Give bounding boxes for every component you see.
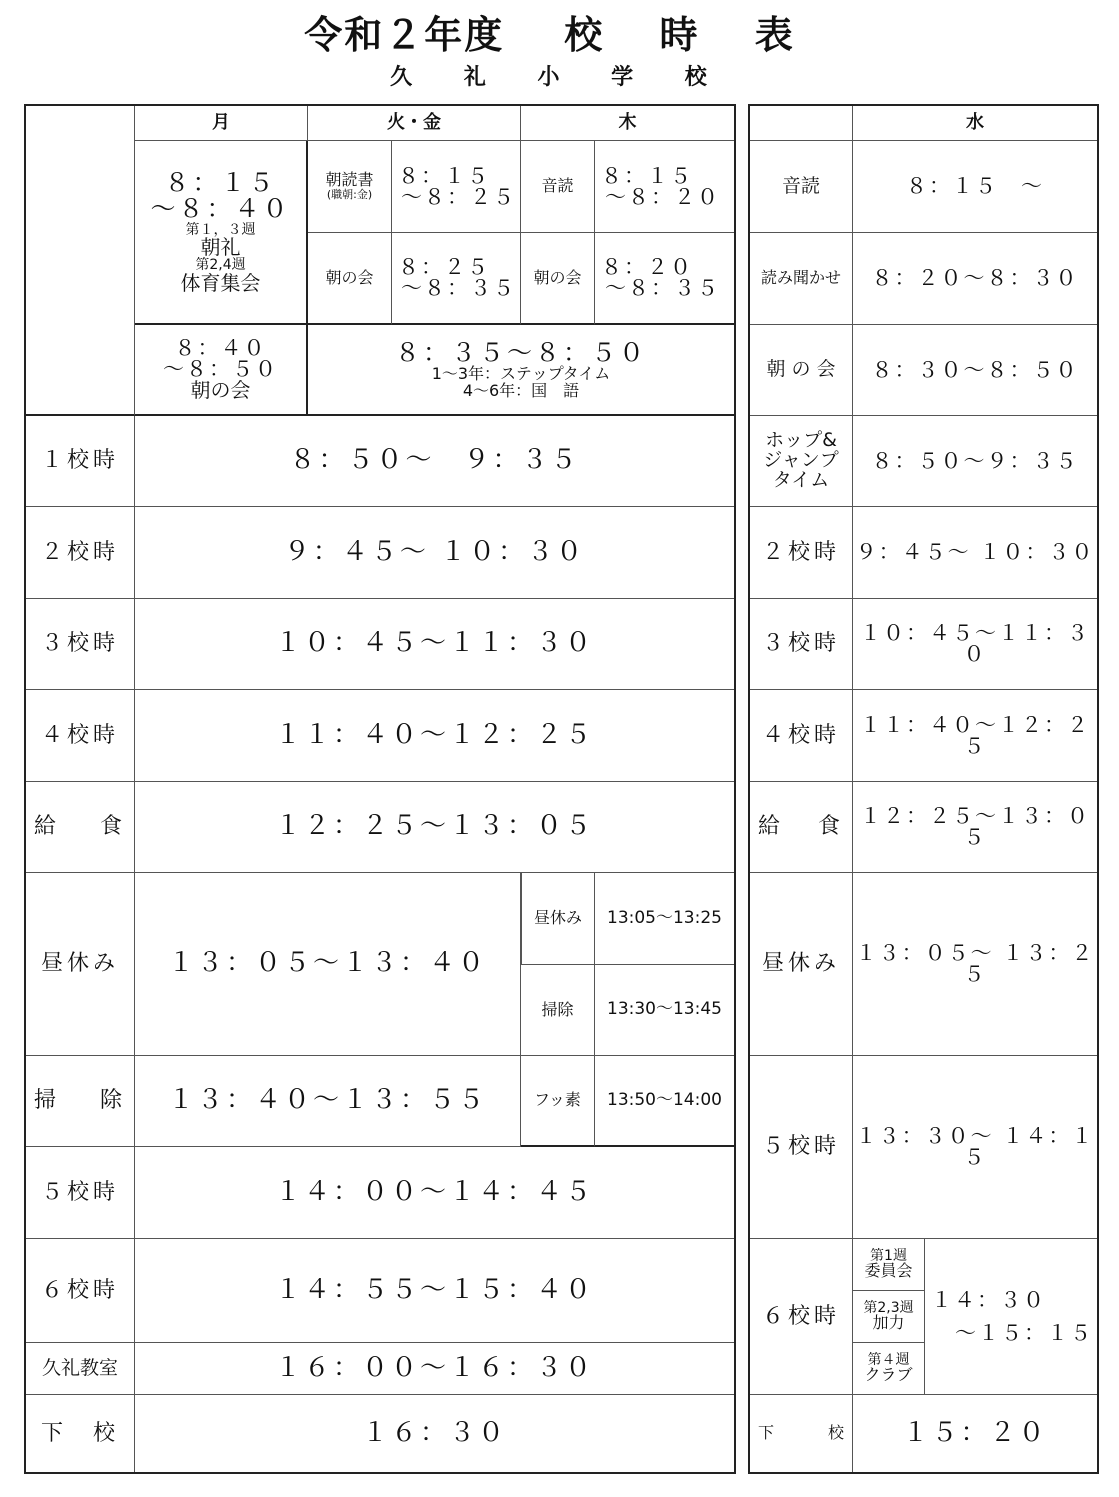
tf-asadokusho-label: 朝読書 (職朝:金) [308, 141, 392, 233]
wed-lunch-label: 給 食 [750, 782, 853, 873]
wed-week4-club: 第４週 クラブ [853, 1343, 925, 1395]
period-3-time: １０：４５～１１：３０ [135, 599, 734, 690]
header-wed: 水 [853, 106, 1097, 141]
main-timetable [24, 104, 736, 1474]
lunch-break-label: 昼休み [26, 873, 135, 1056]
wed-period-5-time: １３：３０～ １４：１５ [853, 1056, 1097, 1239]
period-5-label: ５校時 [26, 1147, 135, 1239]
wed-week23-kariki: 第2,3週 加力 [853, 1291, 925, 1343]
thu-lunch-break-time: 13:05～13:25 [595, 873, 734, 965]
dismissal-label: 下 校 [26, 1395, 135, 1472]
wed-asanokai-label: 朝 の 会 [750, 325, 853, 416]
header-mon: 月 [135, 106, 308, 141]
period-1-label: １校時 [26, 416, 135, 507]
mon-morning: ８：１５ ～８：４０ 第１，３週 朝礼 第2,4週 体育集会 [135, 141, 308, 325]
lunch-break-time: １３：０５～１３：４０ [135, 873, 521, 1056]
mon-asanokai: ８：４０ ～８：５０ 朝の会 [135, 325, 308, 416]
wednesday-timetable [748, 104, 1099, 1474]
period-5-time: １４：００～１４：４５ [135, 1147, 734, 1239]
tf-asanokai-time: ８：２５ ～８：３５ [392, 233, 521, 325]
thu-fluoride-label: フッ素 [521, 1056, 595, 1147]
wed-lunch-break-label: 昼休み [750, 873, 853, 1056]
period-3-label: ３校時 [26, 599, 135, 690]
tf-asanokai-label: 朝の会 [308, 233, 392, 325]
period-4-time: １１：４０～１２：２５ [135, 690, 734, 782]
wed-lunch-break-time: １３：０５～ １３：２５ [853, 873, 1097, 1056]
thu-fluoride-time: 13:50～14:00 [595, 1056, 734, 1147]
kure-classroom-time: １６：００～１６：３０ [135, 1343, 734, 1395]
wed-ondoku-label: 音読 [750, 141, 853, 233]
wed-period-4-time: １１：４０～１２：２５ [853, 690, 1097, 782]
wed-reading-label: 読み聞かせ [750, 233, 853, 325]
cleaning-time: １３：４０～１３：５５ [135, 1056, 521, 1147]
wed-hop-jump-label: ホップ& ジャンプ タイム [750, 416, 853, 507]
wed-period-4-label: ４校時 [750, 690, 853, 782]
period-4-label: ４校時 [26, 690, 135, 782]
period-6-time: １４：５５～１５：４０ [135, 1239, 734, 1343]
wed-period-6-label: ６校時 [750, 1239, 853, 1395]
header-thu: 木 [521, 106, 734, 141]
th-ondoku-label: 音読 [521, 141, 595, 233]
period-2-time: ９：４５～ １０：３０ [135, 507, 734, 599]
header-tue-fri: 火・金 [308, 106, 521, 141]
wed-period-2-label: ２校時 [750, 507, 853, 599]
title-main: 令和２年度 [304, 13, 505, 57]
lunch-time: １２：２５～１３：０５ [135, 782, 734, 873]
wed-lunch-time: １２：２５～１３：０５ [853, 782, 1097, 873]
wed-period-3-time: １０：４５～１１：３０ [853, 599, 1097, 690]
thu-cleaning-label: 掃除 [521, 965, 595, 1056]
step-time: ８：３５～８：５０ 1～3年：ステップタイム 4～6年：国 語 [308, 325, 734, 416]
corner-cell [26, 106, 135, 416]
kure-classroom-label: 久礼教室 [26, 1343, 135, 1395]
wed-period-3-label: ３校時 [750, 599, 853, 690]
wed-hop-jump-time: ８：５０～９：３５ [853, 416, 1097, 507]
school-name: 久 礼 小 学 校 [390, 65, 729, 90]
title-sub: 校 時 表 [564, 13, 815, 57]
wed-ondoku-time: ８：１５ ～ [853, 141, 1097, 233]
wed-corner [750, 106, 853, 141]
period-1-time: ８：５０～ ９：３５ [135, 416, 734, 507]
wed-period-5-label: ５校時 [750, 1056, 853, 1239]
wed-period-6-time: １４：３０ ～１５：１５ [925, 1239, 1097, 1395]
cleaning-label: 掃 除 [26, 1056, 135, 1147]
tf-asadokusho-time: ８：１５ ～８：２５ [392, 141, 521, 233]
th-asanokai-time: ８：２０ ～８：３５ [595, 233, 734, 325]
wed-reading-time: ８：２０～８：３０ [853, 233, 1097, 325]
wed-week1-committee: 第1週 委員会 [853, 1239, 925, 1291]
page-title [0, 4, 1119, 59]
thu-lunch-break-label: 昼休み [521, 873, 595, 965]
wed-dismissal-label: 下 校 [750, 1395, 853, 1472]
lunch-label: 給 食 [26, 782, 135, 873]
wed-dismissal-time: １５：２０ [902, 1417, 1048, 1448]
period-6-label: ６校時 [26, 1239, 135, 1343]
dismissal-time: １６：３０ [361, 1417, 507, 1448]
thu-cleaning-time: 13:30～13:45 [595, 965, 734, 1056]
period-2-label: ２校時 [26, 507, 135, 599]
wed-period-2-time: ９：４５～ １０：３０ [853, 507, 1097, 599]
th-ondoku-time: ８：１５ ～８：２０ [595, 141, 734, 233]
th-asanokai-label: 朝の会 [521, 233, 595, 325]
wed-asanokai-time: ８：３０～８：５０ [853, 325, 1097, 416]
